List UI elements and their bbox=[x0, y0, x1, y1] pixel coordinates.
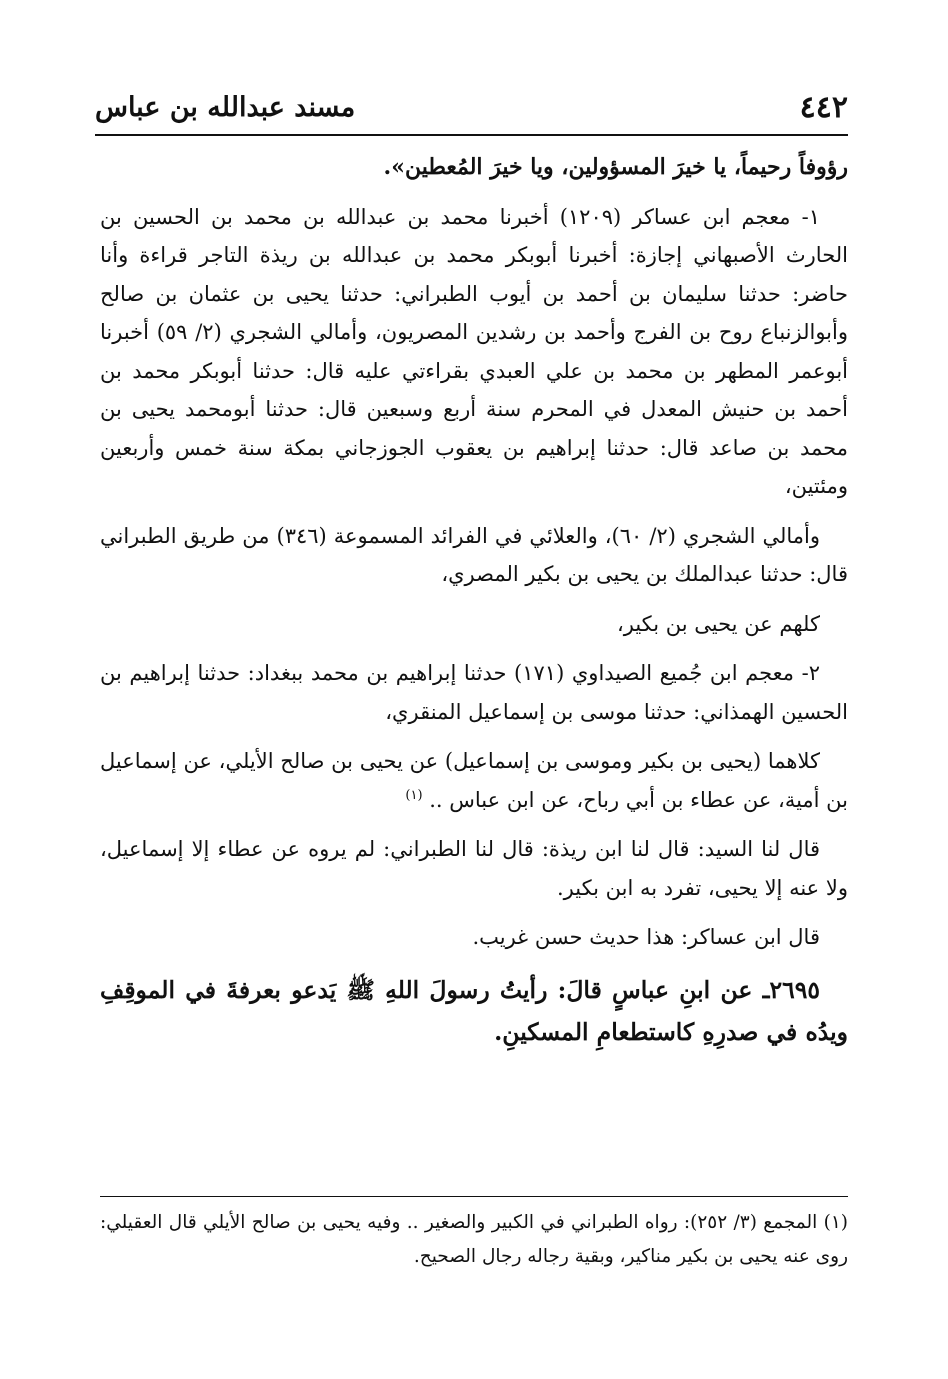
running-title: مسند عبدالله بن عباس bbox=[95, 92, 356, 123]
source-paragraph-3: ٢- معجم ابن جُميع الصيداوي (١٧١) حدثنا إبراهيم بن محمد ببغداد: حدثنا إبراهيم بن الحسين الهمذاني: حدثنا موسى بن إسماعيل المنقري، bbox=[100, 661, 848, 724]
footnote-section bbox=[100, 1206, 848, 1274]
source-paragraph-1: ١- معجم ابن عساكر (١٢٠٩) أخبرنا محمد بن عبدالله بن محمد بن الحسين بن الحارث الأصبهاني إجازة: أخبرنا أبوبكر محمد بن عبدالله بن ريذة التاجر قراءة وأنا حاضر: حدثنا سليمان بن أحمد بن أيوب الطبراني: حدثنا يحيى بن عثمان بن صالح وأبوالزنباع روح بن الفرج وأحمد بن رشدين المصريون، وأمالي الشجري (٢/ ٥٩) أخبرنا أبوعمر المطهر بن محمد بن علي العبدي بقراءتي عليه قال: حدثنا أبوبكر محمد بن أحمد بن حنيش المعدل في المحرم سنة أربع وسبعين قال: حدثنا أبومحمد يحيى بن محمد بن صاعد قال: حدثنا إبراهيم بن يعقوب الجوزجاني بمكة سنة خمس وأربعين ومئتين، bbox=[100, 204, 848, 498]
hadith-2695: ٢٦٩٥ـ عن ابنِ عباسٍ قالَ: رأيتُ رسولَ اللهِ ﷺ يَدعو بعرفةَ في الموقِفِ ويدُه في صدرِهِ كاستطعامِ المسكينِ. bbox=[100, 975, 848, 1046]
footnote-divider bbox=[100, 1196, 848, 1197]
summary-text: كلاهما (يحيى بن بكير وموسى بن إسماعيل) عن يحيى بن صالح الأيلي، عن إسماعيل بن أمية، عن عطاء بن أبي رباح، عن ابن عباس .. bbox=[100, 749, 848, 812]
footnote-1: (١) المجمع (٣/ ٢٥٢): رواه الطبراني في الكبير والصغير .. وفيه يحيى بن صالح الأيلي قال العقيلي: روى عنه يحيى بن بكير مناكير، وبقية رجاله رجال الصحيح. bbox=[100, 1212, 848, 1267]
commentary-paragraph: قال لنا السيد: قال لنا ابن ريذة: قال لنا الطبراني: لم يروه عن عطاء إلا إسماعيل، ولا عنه إلا يحيى، تفرد به ابن بكير. bbox=[100, 837, 848, 900]
header-divider bbox=[95, 134, 848, 136]
source-paragraph-2: وأمالي الشجري (٢/ ٦٠)، والعلائي في الفرائد المسموعة (٣٤٦) من طريق الطبراني قال: حدثنا عبدالملك بن يحيى بن بكير المصري، bbox=[100, 523, 848, 586]
summary-paragraph-2 bbox=[100, 742, 848, 819]
main-text bbox=[100, 148, 848, 1064]
page-number: ٤٤٢ bbox=[799, 90, 848, 125]
continuation-paragraph: رؤوفاً رحيماً، يا خيرَ المسؤولين، ويا خيرَ المُعطين». bbox=[383, 154, 848, 180]
page-header bbox=[95, 88, 848, 132]
grading-paragraph: قال ابن عساكر: هذا حديث حسن غريب. bbox=[472, 925, 820, 949]
footnote-reference[interactable]: (١) bbox=[405, 787, 423, 803]
summary-paragraph-1: كلهم عن يحيى بن بكير، bbox=[616, 611, 820, 636]
